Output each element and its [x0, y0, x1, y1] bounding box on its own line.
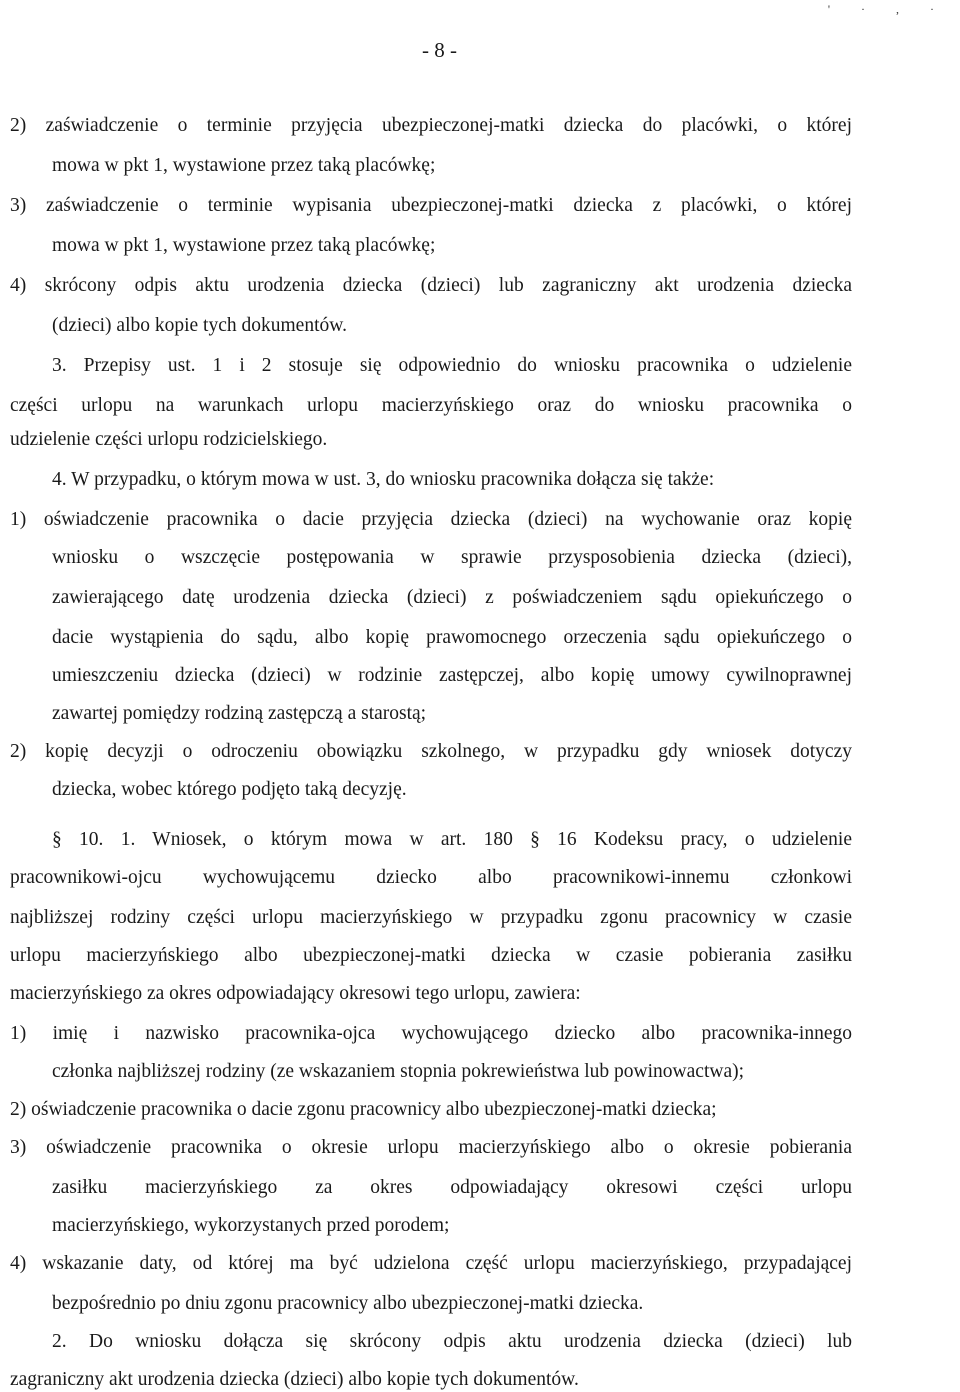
text-line: 3. Przepisy ust. 1 i 2 stosuje się odpowiednio do wniosku pracownika o udzielenie: [52, 355, 852, 376]
text-line: dacie wystąpienia do sądu, albo kopię prawomocnego orzeczenia sądu opiekuńczego o: [52, 627, 852, 648]
text-line: 2) zaświadczenie o terminie przyjęcia ubezpieczonej-matki dziecka do placówki, o której: [10, 115, 852, 136]
text-line: 1) imię i nazwisko pracownika-ojca wychowującego dziecko albo pracownika-innego: [10, 1023, 852, 1044]
text-line: 4. W przypadku, o którym mowa w ust. 3, do wniosku pracownika dołącza się także:: [52, 469, 715, 490]
text-line: 4) skrócony odpis aktu urodzenia dziecka (dzieci) lub zagraniczny akt urodzenia dziecka: [10, 275, 852, 296]
page-number: - 8 -: [422, 38, 457, 62]
text-line: bezpośrednio po dniu zgonu pracownicy albo ubezpieczonej-matki dziecka.: [52, 1293, 644, 1314]
text-line: 2) kopię decyzji o odroczeniu obowiązku szkolnego, w przypadku gdy wniosek dotyczy: [10, 741, 852, 762]
text-line: wniosku o wszczęcie postępowania w sprawie przysposobienia dziecka (dzieci),: [52, 547, 852, 568]
text-line: § 10. 1. Wniosek, o którym mowa w art. 180 § 16 Kodeksu pracy, o udzielenie: [52, 829, 852, 850]
text-line: zagraniczny akt urodzenia dziecka (dzieci) albo kopie tych dokumentów.: [10, 1369, 579, 1390]
text-line: 4) wskazanie daty, od której ma być udzielona część urlopu macierzyńskiego, przypadającej: [10, 1253, 852, 1274]
text-line: 2. Do wniosku dołącza się skrócony odpis aktu urodzenia dziecka (dzieci) lub: [52, 1331, 852, 1352]
text-line: 3) oświadczenie pracownika o okresie urlopu macierzyńskiego albo o okresie pobierania: [10, 1137, 852, 1158]
text-line: zasiłku macierzyńskiego za okres odpowiadający okresowi części urlopu: [52, 1177, 852, 1198]
text-line: pracownikowi-ojcu wychowującemu dziecko albo pracownikowi-innemu członkowi: [10, 867, 852, 888]
text-line: 1) oświadczenie pracownika o dacie przyjęcia dziecka (dzieci) na wychowanie oraz kopię: [10, 509, 852, 530]
text-line: najbliższej rodziny części urlopu macierzyńskiego w przypadku zgonu pracownicy w czasie: [10, 907, 852, 928]
text-line: urlopu macierzyńskiego albo ubezpieczonej-matki dziecka w czasie pobierania zasiłku: [10, 945, 852, 966]
text-line: macierzyńskiego za okres odpowiadający okresowi tego urlopu, zawiera:: [10, 983, 581, 1004]
text-line: członka najbliższej rodziny (ze wskazaniem stopnia pokrewieństwa lub powinowactwa);: [52, 1061, 745, 1082]
text-line: mowa w pkt 1, wystawione przez taką placówkę;: [52, 235, 436, 256]
text-line: udzielenie części urlopu rodzicielskiego.: [10, 429, 328, 450]
text-line: (dzieci) albo kopie tych dokumentów.: [52, 315, 347, 336]
text-line: mowa w pkt 1, wystawione przez taką placówkę;: [52, 155, 436, 176]
text-line: zawartej pomiędzy rodziną zastępczą a starostą;: [52, 703, 427, 724]
text-line: części urlopu na warunkach urlopu macierzyńskiego oraz do wniosku pracownika o: [10, 395, 852, 416]
text-line: 2) oświadczenie pracownika o dacie zgonu pracownicy albo ubezpieczonej-matki dziecka;: [10, 1099, 717, 1120]
text-line: 3) zaświadczenie o terminie wypisania ubezpieczonej-matki dziecka z placówki, o której: [10, 195, 852, 216]
text-line: umieszczeniu dziecka (dzieci) w rodzinie zastępczej, albo kopię umowy cywilnoprawnej: [52, 665, 852, 686]
text-line: dziecka, wobec którego podjęto taką decyzję.: [52, 779, 407, 800]
text-line: zawierającego datę urodzenia dziecka (dzieci) z poświadczeniem sądu opiekuńczego o: [52, 587, 852, 608]
scan-specks: ' · , ·: [827, 2, 948, 16]
text-line: macierzyńskiego, wykorzystanych przed porodem;: [52, 1215, 450, 1236]
